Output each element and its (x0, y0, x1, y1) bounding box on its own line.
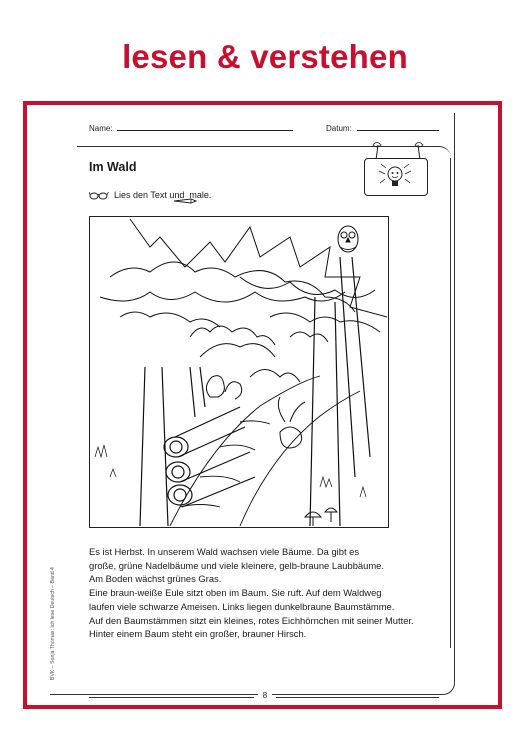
date-field[interactable] (357, 130, 439, 131)
pencil-icon (173, 192, 197, 210)
story-line: Es ist Herbst. In unserem Wald wachsen viele Bäume. Da gibt es (89, 546, 360, 557)
date-label: Datum: (326, 124, 352, 133)
squirrels (206, 376, 241, 399)
name-label: Name: (89, 124, 113, 133)
story-line: Hinter einem Baum steht ein großer, brauner Hirsch. (89, 628, 307, 640)
footer-line-left (89, 697, 254, 698)
grass (95, 445, 366, 497)
bushes (190, 326, 328, 382)
path (170, 376, 360, 526)
story-line: Eine braun-weiße Eule sitzt oben im Baum. Sie ruft. Auf dem Waldweg (89, 587, 382, 599)
footer-line-right (276, 697, 439, 698)
page-number: 8 (258, 691, 272, 700)
name-field[interactable] (117, 130, 293, 131)
sign-board (364, 158, 428, 196)
worksheet-heading: Im Wald (89, 160, 137, 174)
card-right-border (450, 158, 451, 648)
instruction-text: Lies den Text und male. (114, 190, 212, 200)
owl (338, 226, 358, 252)
publisher-note: BVK – Sonja Thomas: Ich lese Deutsch – Band 4 (50, 567, 56, 680)
story-text (89, 545, 439, 641)
page-title: lesen & verstehen (122, 38, 408, 75)
story-line: große, grüne Nadelbäume und viele kleinere, gelb-braune Laubbäume. (89, 559, 384, 571)
story-line: laufen viele schwarze Ameisen. Links liegen dunkelbraune Baumstämme. (89, 600, 395, 612)
forest-illustration (89, 216, 389, 528)
glasses-icon (89, 190, 109, 200)
story-line: Am Boden wächst grünes Gras. (89, 573, 222, 585)
deer (278, 397, 305, 448)
story-line: Auf den Baumstämmen sitzt ein kleines, rotes Eichhörnchen mit seiner Mutter. (89, 614, 414, 626)
